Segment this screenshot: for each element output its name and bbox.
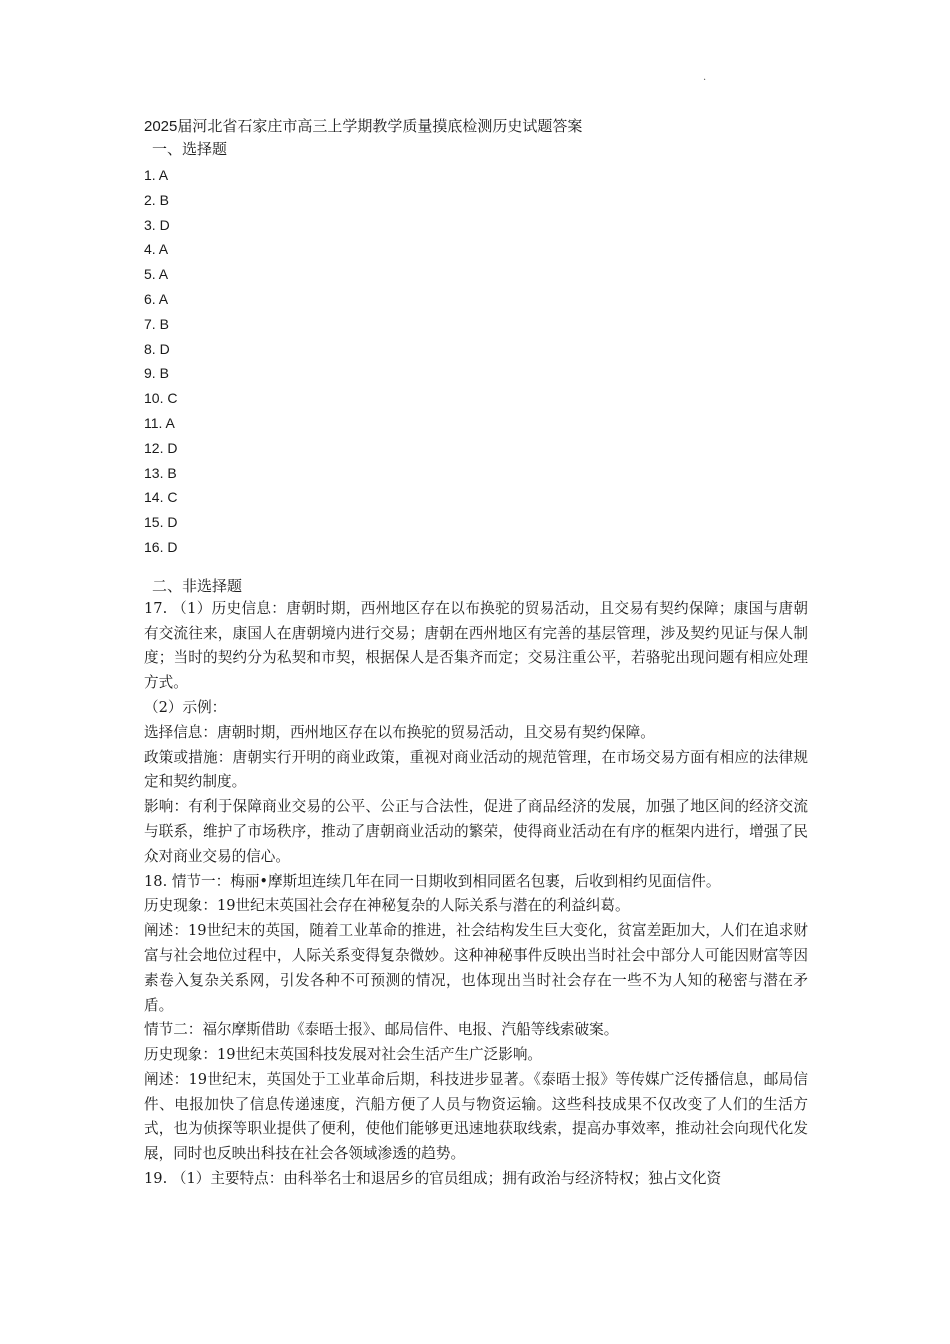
answer-item: 4. A (144, 241, 169, 258)
answer-item: 2. B (144, 191, 169, 208)
answer-item: 10. C (144, 390, 178, 407)
paragraph-q18-explanation1: 阐述：19世纪末的英国，随着工业革命的推进，社会结构发生巨大变化，贫富差距加大，人们在追求财富与社会地位过程中，人际关系变得复杂微妙。这种神秘事件反映出当时社会中部分人可能因财富等因素卷入复杂关系网，引发各种不可预测的情况，也体现出当时社会存在一些不为人知的秘密与潜在矛盾。 (144, 922, 808, 1014)
paragraph-policy: 政策或措施：唐朝实行开明的商业政策，重视对商业活动的规范管理，在市场交易方面有相应的法律规定和契约制度。 (144, 748, 808, 791)
answer-item: 6. A (144, 290, 169, 307)
paragraph-q17-part2-label: （2）示例： (144, 698, 227, 716)
paragraph-q17-part1: 17. （1）历史信息：唐朝时期，西州地区存在以布换驼的贸易活动，且交易有契约保障；康国与唐朝有交流往来，康国人在唐朝境内进行交易；唐朝在西州地区有完善的基层管理，涉及契约见证与保人制度；当时的契约分为私契和市契，根据保人是否集齐而定；交易注重公平，若骆驼出现问题有相应处理方式。 (144, 599, 808, 692)
answer-body (144, 597, 808, 1192)
document-title: 2025届河北省石家庄市高三上学期教学质量摸底检测历史试题答案 (144, 118, 583, 135)
answer-item: 11. A (144, 414, 175, 431)
answer-item: 12. D (144, 439, 178, 456)
corner-mark: . (703, 72, 707, 83)
answer-item: 8. D (144, 340, 170, 357)
answer-item: 9. B (144, 365, 169, 382)
answer-item: 7. B (144, 315, 169, 332)
answer-item: 13. B (144, 464, 177, 481)
paragraph-q18-phenomenon1: 历史现象：19世纪末英国社会存在神秘复杂的人际关系与潜在的利益纠葛。 (144, 897, 630, 915)
paragraph-q18-plot1: 18. 情节一：梅丽•摩斯坦连续几年在同一日期收到相同匿名包裹，后收到相约见面信件。 (144, 872, 721, 890)
answer-item: 14. C (144, 489, 178, 506)
paragraph-q18-explanation2: 阐述：19世纪末，英国处于工业革命后期，科技进步显著。《泰晤士报》等传媒广泛传播信息，邮局信件、电报加快了信息传递速度，汽船方便了人员与物资运输。这些科技成果不仅改变了人们的生活方式，也为侦探等职业提供了便利，使他们能够更迅速地获取线索，提高办事效率，推动社会向现代化发展，同时也反映出科技在社会各领域渗透的趋势。 (144, 1070, 808, 1163)
answer-item: 15. D (144, 514, 178, 531)
paragraph-q18-phenomenon2: 历史现象：19世纪末英国科技发展对社会生活产生广泛影响。 (144, 1046, 543, 1064)
answer-list (144, 163, 808, 560)
section-heading-choice: 一、选择题 (152, 140, 228, 158)
paragraph-q18-plot2: 情节二：福尔摩斯借助《泰晤士报》、邮局信件、电报、汽船等线索破案。 (144, 1021, 619, 1039)
paragraph-q19-part1: 19. （1）主要特点：由科举名士和退居乡的官员组成；拥有政治与经济特权；独占文化资 (144, 1170, 722, 1188)
answer-item: 5. A (144, 266, 169, 283)
paragraph-impact: 影响：有利于保障商业交易的公平、公正与合法性，促进了商品经济的发展，加强了地区间的经济交流与联系，维护了市场秩序，推动了唐朝商业活动的繁荣，使得商业活动在有序的框架内进行，增强了民众对商业交易的信心。 (144, 798, 808, 865)
answer-item: 16. D (144, 538, 178, 555)
answer-item: 3. D (144, 216, 170, 233)
answer-item: 1. A (144, 167, 169, 183)
document-page (144, 116, 808, 1192)
section-heading-nonchoice: 二、非选择题 (152, 576, 243, 595)
paragraph-selected-info: 选择信息：唐朝时期，西州地区存在以布换驼的贸易活动，且交易有契约保障。 (144, 723, 655, 741)
section-spacer (144, 560, 808, 575)
